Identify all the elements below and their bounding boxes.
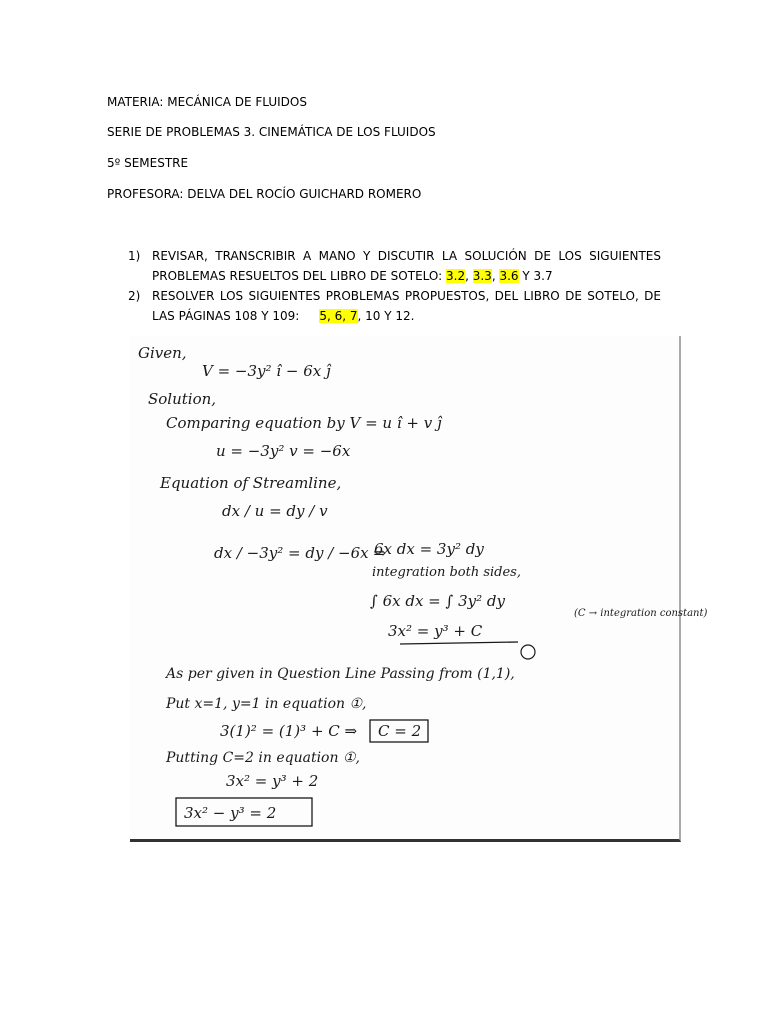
underline (400, 642, 518, 644)
hw-final-pre: 3x² = y³ + 2 (226, 772, 319, 790)
highlight-3-3: 3.3 (472, 269, 492, 283)
item-number: 1) (128, 249, 141, 263)
highlight-5-6-7: 5, 6, 7 (319, 309, 358, 323)
hw-putting: Putting C=2 in equation ①, (166, 750, 360, 766)
hw-components: u = −3y² v = −6x (216, 442, 351, 460)
item-text (152, 286, 661, 326)
hw-streamline: Equation of Streamline, (160, 474, 342, 492)
list-item-2 (128, 286, 661, 326)
handwriting-svg (130, 336, 708, 842)
hw-ratio-1: dx / u = dy / v (222, 502, 328, 520)
highlight-3-2: 3.2 (446, 269, 466, 283)
handwritten-solution-image (130, 336, 708, 842)
teacher-line: PROFESORA: DELVA DEL ROCÍO GUICHARD ROMERO (107, 187, 422, 201)
item-number: 2) (128, 289, 141, 303)
equation-marker (521, 645, 535, 659)
hw-substitution: 3(1)² = (1)³ + C ⇒ (220, 722, 358, 740)
highlight-3-6: 3.6 (499, 269, 519, 283)
item-body: RESOLVER LOS SIGUIENTES PROBLEMAS PROPUESTOS, DEL LIBRO DE SOTELO, DE LAS PÁGINAS 108 Y 109: (152, 289, 661, 323)
hw-final-answer: 3x² − y³ = 2 (184, 804, 277, 822)
hw-result: 3x² = y³ + C (388, 622, 483, 640)
hw-constant-note: (C → integration constant) (574, 608, 708, 619)
item-text (152, 246, 661, 286)
item-tail: , 10 Y 12. (357, 309, 415, 323)
hw-separated: 6x dx = 3y² dy (374, 540, 484, 558)
hw-put-values: Put x=1, y=1 in equation ①, (166, 696, 367, 712)
separator: , (465, 269, 473, 283)
hw-solution: Solution, (148, 390, 217, 408)
hw-velocity: V = −3y² î − 6x ĵ (202, 362, 331, 380)
hw-given-point: As per given in Question Line Passing from (1,1), (166, 666, 515, 682)
hw-ratio-2: dx / −3y² = dy / −6x ⇒ (214, 544, 386, 562)
separator: , (491, 269, 500, 283)
subject-line: MATERIA: MECÁNICA DE FLUIDOS (107, 95, 307, 109)
hw-integration-note: integration both sides, (372, 565, 521, 580)
hw-integral: ∫ 6x dx = ∫ 3y² dy (370, 592, 505, 610)
instructions-list (128, 246, 661, 326)
hw-c-value: C = 2 (378, 722, 422, 740)
list-item-1 (128, 246, 661, 286)
item-tail: Y 3.7 (518, 269, 553, 283)
hw-comparing: Comparing equation by V = u î + v ĵ (166, 414, 442, 432)
hw-given: Given, (138, 344, 187, 362)
item-body: REVISAR, TRANSCRIBIR A MANO Y DISCUTIR LA SOLUCIÓN DE LOS SIGUIENTES PROBLEMAS RESUELTOS DEL LIBRO DE SOTELO: (152, 249, 661, 283)
series-line: SERIE DE PROBLEMAS 3. CINEMÁTICA DE LOS FLUIDOS (107, 125, 436, 139)
semester-line: 5º SEMESTRE (107, 156, 189, 170)
